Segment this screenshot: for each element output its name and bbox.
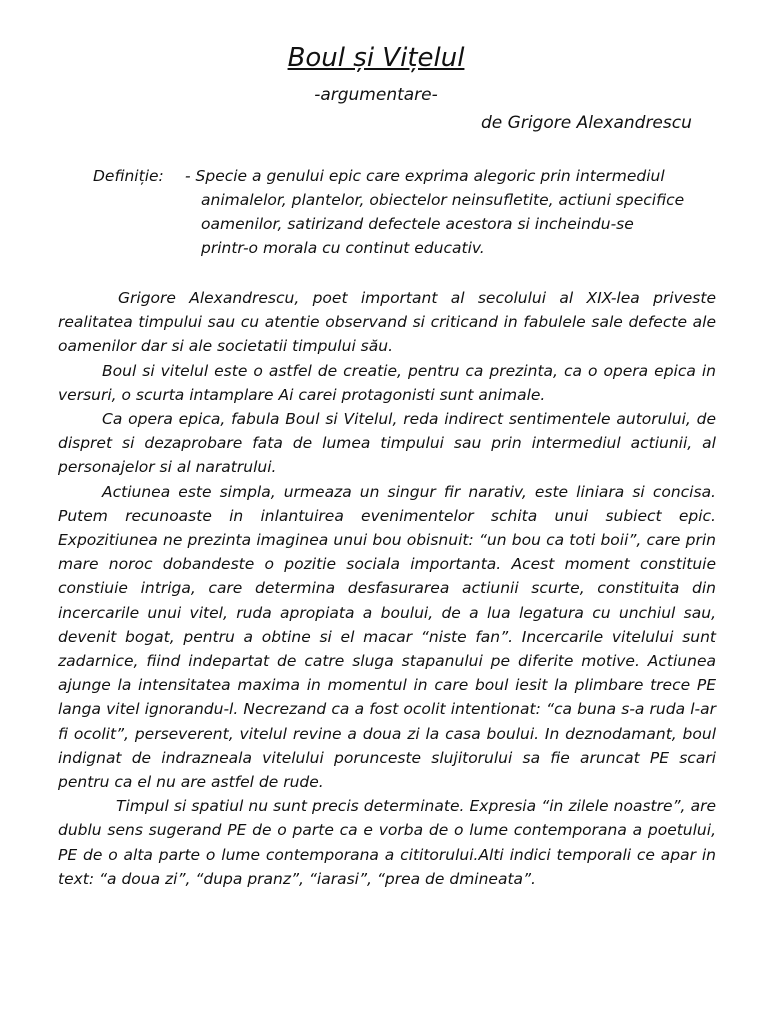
paragraph: Grigore Alexandrescu, poet important al secolului al XIX-lea priveste realitatea timpului sau cu atentie observand si criticand in fabulele sale defecte ale oamenilor dar si ale societatii timpului său. [58, 289, 716, 356]
document-title: Boul și Vițelul [287, 43, 465, 73]
paragraph: Actiunea este simpla, urmeaza un singur fir narativ, este liniara si concisa. Putem recunoaste in inlantuirea evenimentelor schita unui subiect epic. Expozitiunea ne prezinta imaginea unui bou obisnuit: “un bou ca toti boii”, care prin mare noroc dobandeste o pozitie sociala importanta. Acest moment constituie constiuie intriga, care determina desfasurarea actiunii scurte, constituita din incercarile unui vitel, ruda apropiata a boului, de a lua legatura cu unchiul sau, devenit bogat, pentru a obtine si el macar “niste fan”. Incercarile vitelului sunt zadarnice, fiind indepartat de catre sluga stapanului pe diferite motive. Actiunea ajunge la intensitatea maxima in momentul in care boul iesit la plimbare trece PE langa vitel ignorandu-l. Necrezand ca a fost ocolit intentionat: “ca buna s-a ruda l-ar fi ocolit”, perseverent, vitelul revine a doua zi la casa boului. In deznodamant, boul indignat de indrazneala vitelului porunceste slujitorului sa fie aruncat PE scari pentru ca el nu are astfel de rude. [58, 482, 716, 792]
paragraph: Ca opera epica, fabula Boul si Vitelul, reda indirect sentimentele autorului, de dispret si dezaprobare fata de lumea timpului sau prin intermediul actiunii, al personajelor si al naratrului. [58, 410, 716, 477]
paragraph: Boul si vitelul este o astfel de creatie, pentru ca prezinta, ca o opera epica in versuri, o scurta intamplare Ai carei protagonisti sunt animale. [58, 361, 716, 404]
definition-line: oamenilor, satirizand defectele acestora si incheindu-se [201, 215, 634, 233]
definition-label: Definiție: [93, 167, 164, 185]
document-author: de Grigore Alexandrescu [481, 113, 692, 133]
definition-line: - Specie a genului epic care exprima alegoric prin intermediul [185, 167, 665, 185]
definition-line: printr-o morala cu continut educativ. [201, 239, 485, 257]
document-subtitle: -argumentare- [314, 85, 438, 105]
document-body [58, 286, 716, 891]
definition-text [185, 164, 730, 260]
definition-line: animalelor, plantelor, obiectelor neinsufletite, actiuni specifice [201, 191, 685, 209]
paragraph: Timpul si spatiul nu sunt precis determinate. Expresia “in zilele noastre”, are dublu sens sugerand PE de o parte ca e vorba de o lume contemporana a poetului, PE de o alta parte o lume contemporana a cititorului.Alti indici temporali ce apar in text: “a doua zi”, “dupa pranz”, “iarasi”, “prea de dmineata”. [58, 797, 716, 888]
